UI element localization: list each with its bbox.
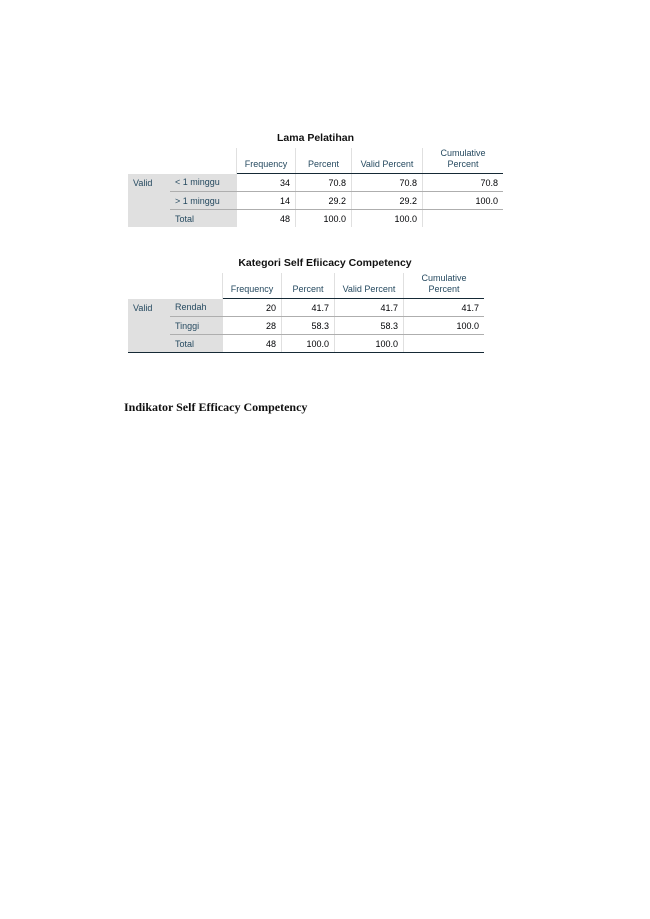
group-label-spacer (128, 192, 170, 210)
column-header: Frequency (237, 148, 296, 174)
table-title: Kategori Self Efiicacy Competency (238, 257, 412, 269)
cumulative-cell (423, 210, 504, 228)
group-label-spacer (128, 317, 170, 335)
corner-cell (128, 148, 170, 174)
percent-cell: 29.2 (296, 192, 352, 210)
column-header: Cumulative Percent (423, 148, 504, 174)
column-header: Valid Percent (352, 148, 423, 174)
valid-percent-cell: 100.0 (335, 335, 404, 353)
frequency-cell: 48 (223, 335, 282, 353)
percent-cell: 58.3 (282, 317, 335, 335)
valid-percent-cell: 41.7 (335, 299, 404, 317)
row-label: Total (170, 210, 237, 228)
frequency-cell: 20 (223, 299, 282, 317)
column-header: Percent (282, 273, 335, 299)
frequency-cell: 34 (237, 174, 296, 192)
group-label-spacer (128, 335, 170, 353)
group-label: Valid (128, 299, 170, 317)
valid-percent-cell: 70.8 (352, 174, 423, 192)
column-header: Valid Percent (335, 273, 404, 299)
frequency-table (128, 148, 503, 227)
row-label: < 1 minggu (170, 174, 237, 192)
cumulative-cell: 70.8 (423, 174, 504, 192)
row-label: Rendah (170, 299, 223, 317)
percent-cell: 100.0 (296, 210, 352, 228)
lama-pelatihan-table-block (128, 132, 503, 227)
row-label: Total (170, 335, 223, 353)
column-header: Percent (296, 148, 352, 174)
frequency-cell: 48 (237, 210, 296, 228)
frequency-cell: 28 (223, 317, 282, 335)
cumulative-cell: 41.7 (404, 299, 485, 317)
table-title: Lama Pelatihan (276, 132, 355, 144)
valid-percent-cell: 58.3 (335, 317, 404, 335)
percent-cell: 100.0 (282, 335, 335, 353)
percent-cell: 70.8 (296, 174, 352, 192)
corner-cell (128, 273, 170, 299)
group-label: Valid (128, 174, 170, 192)
frequency-table (128, 273, 484, 353)
corner-cell (170, 148, 237, 174)
valid-percent-cell: 100.0 (352, 210, 423, 228)
column-header: Frequency (223, 273, 282, 299)
column-header: Cumulative Percent (404, 273, 485, 299)
row-label: > 1 minggu (170, 192, 237, 210)
section-heading: Indikator Self Efficacy Competency (124, 400, 308, 414)
cumulative-cell: 100.0 (423, 192, 504, 210)
group-label-spacer (128, 210, 170, 228)
corner-cell (170, 273, 223, 299)
cumulative-cell: 100.0 (404, 317, 485, 335)
cumulative-cell (404, 335, 485, 353)
kategori-table-block (128, 257, 484, 353)
valid-percent-cell: 29.2 (352, 192, 423, 210)
percent-cell: 41.7 (282, 299, 335, 317)
row-label: Tinggi (170, 317, 223, 335)
frequency-cell: 14 (237, 192, 296, 210)
